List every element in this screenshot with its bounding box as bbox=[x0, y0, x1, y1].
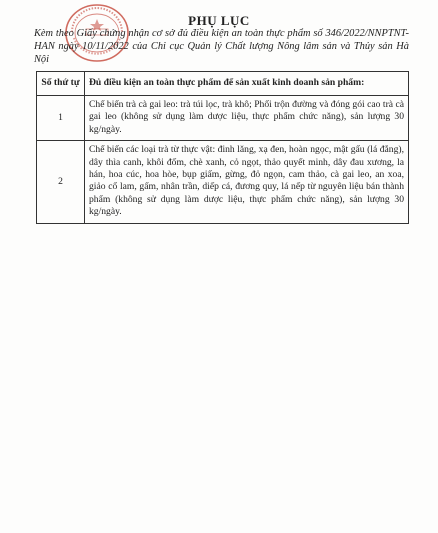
row-number: 2 bbox=[37, 141, 85, 223]
row-description: Chế biến các loại trà từ thực vật: đinh lăng, xạ đen, hoàn ngọc, mật gấu (lá đắng), dây thìa canh, khôi đốm, chè xanh, cỏ ngọt, thảo quyết minh, dây đau xương, la hán, hoa cúc, hoa hòe, bụp giấm, gừng, đỏ ngọn, cam thảo, cà gai leo, an xoa, giảo cổ lam, gấm, nhân trần, diếp cá, đương quy, lá nếp từ nguyên liệu bán thành phẩm (không sử dụng làm dược liệu, thực phẩm chức năng), sản lượng 30 kg/ngày. bbox=[85, 141, 409, 223]
table-row bbox=[37, 96, 409, 141]
header-index: Số thứ tự bbox=[37, 72, 85, 96]
table-row bbox=[37, 141, 409, 223]
page-title: PHỤ LỤC bbox=[188, 13, 250, 28]
table-header-row bbox=[37, 72, 409, 96]
product-table bbox=[36, 71, 409, 224]
row-number: 1 bbox=[37, 96, 85, 141]
row-description: Chế biến trà cà gai leo: trà túi lọc, trà khô; Phối trộn đường và đóng gói cao trà cà gai leo (không sử dụng làm dược liệu, thực phẩm chức năng), sản lượng 30 kg/ngày. bbox=[85, 96, 409, 141]
header-description: Đủ điều kiện an toàn thực phẩm để sản xuất kinh doanh sản phẩm: bbox=[85, 72, 409, 96]
page-subtitle: Kèm theo Giấy chứng nhận cơ sở đủ điều kiện an toàn thực phẩm số 346/2022/NNPTNT-HAN ngày 10/11/2022 của Chi cục Quản lý Chất lượng Nông lâm sản và Thủy sản Hà Nội bbox=[34, 28, 409, 65]
